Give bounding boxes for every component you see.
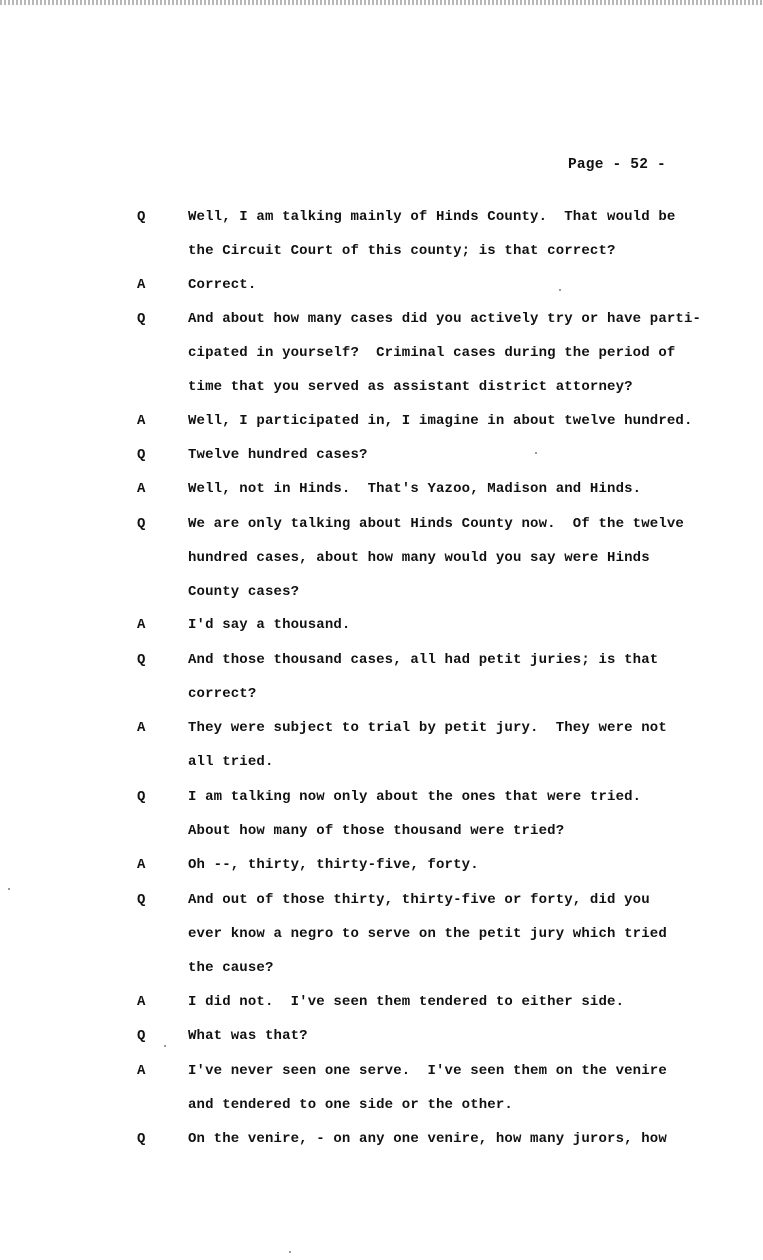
transcript-line: cipated in yourself? Criminal cases during the period of (188, 345, 676, 361)
transcript-line: And those thousand cases, all had petit juries; is that (188, 652, 659, 668)
transcript-line: What was that? (188, 1028, 308, 1044)
transcript-line: I'd say a thousand. (188, 617, 351, 633)
transcript-line: Correct. (188, 277, 257, 293)
speaker-label: A (137, 617, 146, 633)
speaker-label: Q (137, 516, 146, 532)
answer-entry (0, 472, 763, 506)
speaker-label: A (137, 481, 146, 497)
answer-entry (0, 711, 763, 779)
transcript-line: On the venire, - on any one venire, how many jurors, how (188, 1131, 667, 1147)
transcript-line: I've never seen one serve. I've seen them on the venire (188, 1063, 667, 1079)
transcript-line: all tried. (188, 754, 274, 770)
question-entry (0, 780, 763, 848)
transcript-line: Twelve hundred cases? (188, 447, 368, 463)
transcript-line: and tendered to one side or the other. (188, 1097, 513, 1113)
speaker-label: A (137, 277, 146, 293)
scan-speck (535, 452, 537, 454)
transcript-line: About how many of those thousand were tried? (188, 823, 565, 839)
question-entry (0, 438, 763, 472)
question-entry (0, 302, 763, 404)
transcript-line: Oh --, thirty, thirty-five, forty. (188, 857, 479, 873)
speaker-label: A (137, 720, 146, 736)
speaker-label: Q (137, 789, 146, 805)
answer-entry (0, 985, 763, 1019)
scan-speck (559, 289, 561, 291)
speaker-label: Q (137, 652, 146, 668)
transcript-line: the Circuit Court of this county; is that correct? (188, 243, 616, 259)
answer-entry (0, 268, 763, 302)
transcript-line: ever know a negro to serve on the petit jury which tried (188, 926, 667, 942)
transcript-line: We are only talking about Hinds County now. Of the twelve (188, 516, 684, 532)
answer-entry (0, 848, 763, 882)
speaker-label: A (137, 413, 146, 429)
speaker-label: Q (137, 1028, 146, 1044)
page-number: Page - 52 - (568, 157, 666, 173)
transcript-line: hundred cases, about how many would you say were Hinds (188, 550, 650, 566)
transcript-line: I did not. I've seen them tendered to either side. (188, 994, 625, 1010)
transcript-line: County cases? (188, 584, 300, 600)
scan-speck (164, 1045, 166, 1047)
transcript-line: And about how many cases did you actively try or have parti- (188, 311, 702, 327)
speaker-label: Q (137, 447, 146, 463)
transcript-line: Well, not in Hinds. That's Yazoo, Madison and Hinds. (188, 481, 642, 497)
question-entry (0, 643, 763, 711)
answer-entry (0, 404, 763, 438)
speaker-label: A (137, 1063, 146, 1079)
answer-entry (0, 608, 763, 642)
scan-speck (8, 888, 10, 890)
speaker-label: Q (137, 311, 146, 327)
speaker-label: A (137, 994, 146, 1010)
transcript-line: Well, I participated in, I imagine in about twelve hundred. (188, 413, 693, 429)
scan-top-edge (0, 0, 763, 5)
transcript-line: I am talking now only about the ones that were tried. (188, 789, 642, 805)
speaker-label: Q (137, 1131, 146, 1147)
question-entry (0, 1019, 763, 1053)
answer-entry (0, 1054, 763, 1122)
transcript-line: Well, I am talking mainly of Hinds County. That would be (188, 209, 676, 225)
question-entry (0, 883, 763, 985)
question-entry (0, 200, 763, 268)
transcript-line: And out of those thirty, thirty-five or forty, did you (188, 892, 650, 908)
transcript-line: the cause? (188, 960, 274, 976)
scan-speck (289, 1251, 291, 1253)
transcript-line: correct? (188, 686, 257, 702)
speaker-label: Q (137, 892, 146, 908)
transcript-line: time that you served as assistant district attorney? (188, 379, 633, 395)
speaker-label: A (137, 857, 146, 873)
transcript-line: They were subject to trial by petit jury. They were not (188, 720, 667, 736)
speaker-label: Q (137, 209, 146, 225)
question-entry (0, 507, 763, 609)
question-entry (0, 1122, 763, 1156)
